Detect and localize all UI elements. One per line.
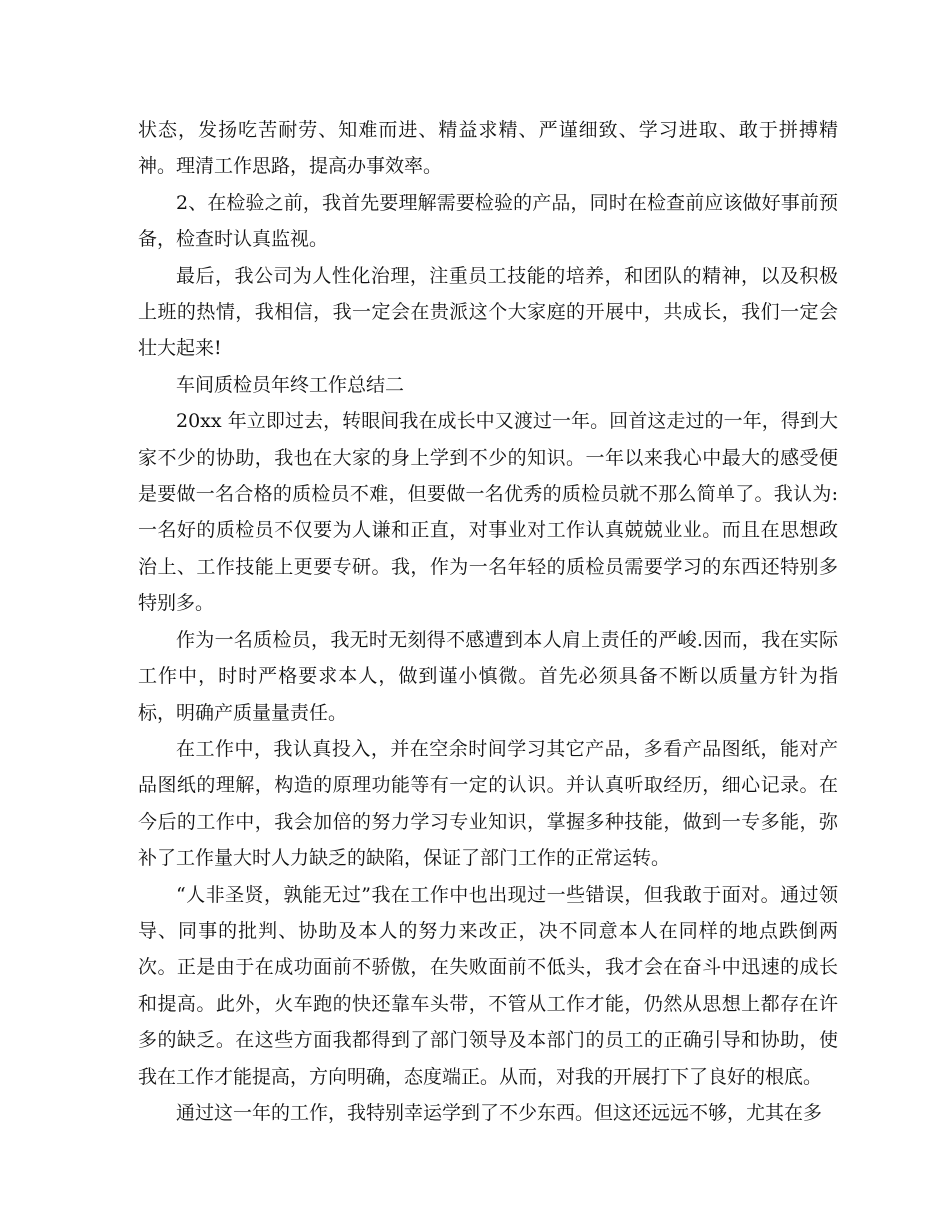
document-body <box>138 112 838 1131</box>
paragraph-5: 20xx 年立即过去，转眼间我在成长中又渡过一年。回首这走过的一年，得到大家不少的协助，我也在大家的身上学到不少的知识。一年以来我心中最大的感受便是要做一名合格的质检员不难，但要做一名优秀的质检员就不那么简单了。我认为:一名好的质检员不仅要为人谦和正直，对事业对工作认真兢兢业业。而且在思想政治上、工作技能上更要专研。我，作为一名年轻的质检员需要学习的东西还特别多特别多。 <box>138 410 838 615</box>
paragraph-9: 通过这一年的工作，我特别幸运学到了不少东西。但这还远远不够，尤其在多 <box>176 1101 823 1124</box>
paragraph-6: 作为一名质检员，我无时无刻得不感遭到本人肩上责任的严峻.因而，我在实际工作中，时时严格要求本人，做到谨小慎微。首先必须具备不断以质量方针为指标，明确产质量量责任。 <box>138 628 838 724</box>
paragraph-8: “人非圣贤，孰能无过”我在工作中也出现过一些错误，但我敢于面对。通过领导、同事的批判、协助及本人的努力来改正，决不同意本人在同样的地点跌倒两次。正是由于在成功面前不骄傲，在失败面前不低头，我才会在奋斗中迅速的成长和提高。此外，火车跑的快还靠车头带，不管从工作才能，仍然从思想上都存在许多的缺乏。在这些方面我都得到了部门领导及本部门的员工的正确引导和协助，使我在工作才能提高，方向明确，态度端正。从而，对我的开展打下了良好的根底。 <box>138 883 838 1088</box>
paragraph-1: 状态，发扬吃苦耐劳、知难而进、精益求精、严谨细致、学习进取、敢于拼搏精神。理清工作思路，提高办事效率。 <box>138 119 838 178</box>
paragraph-7: 在工作中，我认真投入，并在空余时间学习其它产品，多看产品图纸，能对产品图纸的理解，构造的原理功能等有一定的认识。并认真听取经历，细心记录。在今后的工作中，我会加倍的努力学习专业知识，掌握多种技能，做到一专多能，弥补了工作量大时人力缺乏的缺陷，保证了部门工作的正常运转。 <box>138 737 838 870</box>
paragraph-3: 最后，我公司为人性化治理，注重员工技能的培养，和团队的精神，以及积极上班的热情，我相信，我一定会在贵派这个大家庭的开展中，共成长，我们一定会壮大起来! <box>138 264 838 360</box>
section-heading: 车间质检员年终工作总结二 <box>176 373 405 396</box>
paragraph-2: 2、在检验之前，我首先要理解需要检验的产品，同时在检查前应该做好事前预备，检查时认真监视。 <box>138 191 838 251</box>
